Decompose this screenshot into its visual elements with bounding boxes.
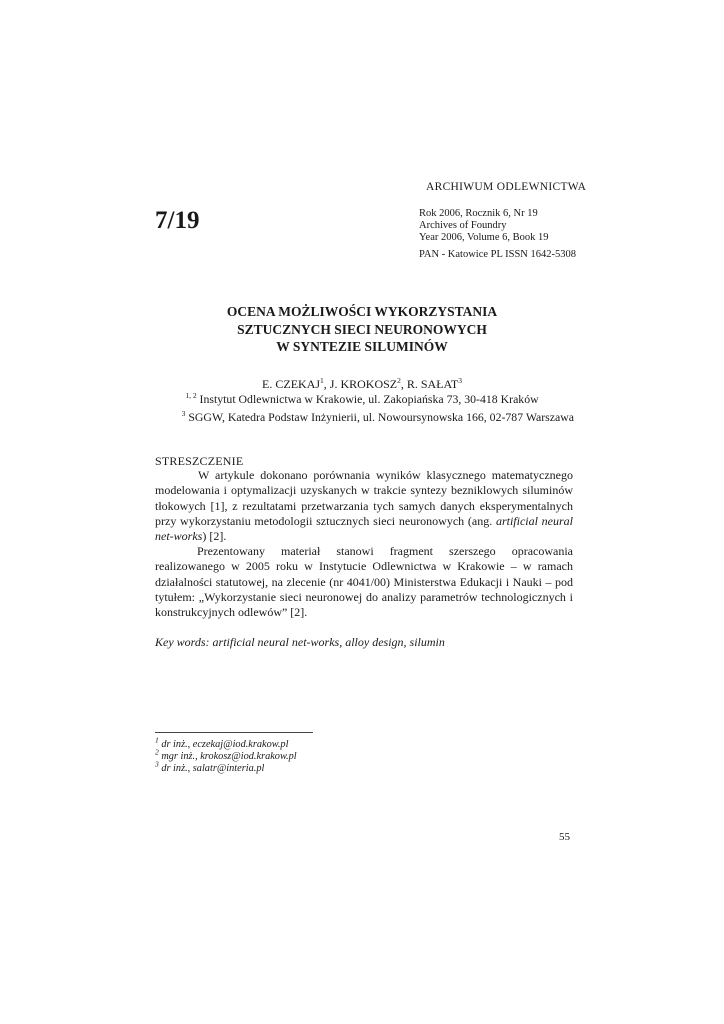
author-name: E. CZEKAJ: [262, 377, 321, 391]
footnote-item: [155, 735, 297, 751]
footnote-marker: 2: [155, 747, 159, 757]
paragraph-text: W artykule dokonano porównania wyników klasycznego matematycznego modelowania i optymalizacji uzyskanych w trakcie syntezy bezniklowych siluminów tłokowych [1], z rezultatami przetwarzania tych samych danych eksperymentalnych przy wykorzystaniu metodologii sztucznych sieci neuronowych (ang.: [155, 468, 573, 528]
footnote-text: dr inż., salatr@interia.pl: [158, 763, 265, 775]
meta-line: Archives of Foundry: [419, 220, 507, 232]
author-name: , R. SAŁAT: [400, 377, 459, 391]
issue-number: 7/19: [155, 207, 200, 234]
title-line: W SYNTEZIE SILUMINÓW: [276, 339, 448, 354]
author-list: [150, 377, 574, 392]
meta-line: Year 2006, Volume 6, Book 19: [419, 232, 549, 244]
footnotes: [155, 735, 297, 776]
author-marker: 1: [320, 376, 324, 385]
footnote-item: [155, 747, 297, 763]
abstract-paragraph: [155, 468, 573, 544]
footnote-marker: 1: [155, 735, 159, 745]
title-line: OCENA MOŻLIWOŚCI WYKORZYSTANIA: [226, 304, 498, 319]
footnote-text: dr inż., eczekaj@iod.krakow.pl: [158, 739, 289, 750]
title-line: SZTUCZNYCH SIECI NEURONOWYCH: [237, 321, 487, 337]
journal-meta: [419, 208, 576, 261]
paragraph-italic-term: artificial neural net-works: [155, 513, 573, 544]
abstract-paragraph: Prezentowany materiał stanowi fragment szerszego opracowania realizowanego w 2005 roku w Instytucie Odlewnictwa w Krakowie – w ramach działalności statutowej, na zlecenie (nr 4041/00) Ministerstwa Edukacji i Nauki – pod tytułem: „Wykorzystanie sieci neuronowej do analizy parametrów technologicznych i konstrukcyjnych odlewów” [2].: [155, 544, 573, 620]
journal-name: ARCHIWUM ODLEWNICTWA: [426, 181, 587, 193]
author-name: , J. KROKOSZ: [323, 377, 398, 391]
paragraph-text: ) [2].: [202, 529, 227, 544]
author-marker: 2: [397, 376, 401, 385]
footnote-rule: [155, 732, 313, 733]
page-number: 55: [559, 831, 570, 843]
footnote-item: [155, 759, 297, 775]
affiliation-2: [150, 410, 574, 425]
footnote-marker: 3: [155, 759, 159, 769]
author-marker: 3: [458, 376, 462, 385]
affiliation-text: Instytut Odlewnictwa w Krakowie, ul. Zakopiańska 73, 30-418 Kraków: [196, 392, 539, 406]
meta-line: Rok 2006, Rocznik 6, Nr 19: [419, 208, 538, 219]
abstract-heading: STRESZCZENIE: [155, 454, 244, 468]
pan-issn-line: PAN - Katowice PL ISSN 1642-5308: [419, 248, 577, 260]
affiliation-1: [150, 392, 574, 407]
paper-title: [150, 303, 574, 356]
affiliation-marker: 1, 2: [185, 391, 197, 401]
footnote-text: mgr inż., krokosz@iod.krakow.pl: [158, 751, 297, 763]
affiliation-marker: 3: [181, 409, 186, 419]
affiliation-text: SGGW, Katedra Podstaw Inżynierii, ul. Nowoursynowska 166, 02-787 Warszawa: [185, 410, 574, 424]
keywords: Key words: artificial neural net-works, alloy design, silumin: [155, 635, 445, 649]
